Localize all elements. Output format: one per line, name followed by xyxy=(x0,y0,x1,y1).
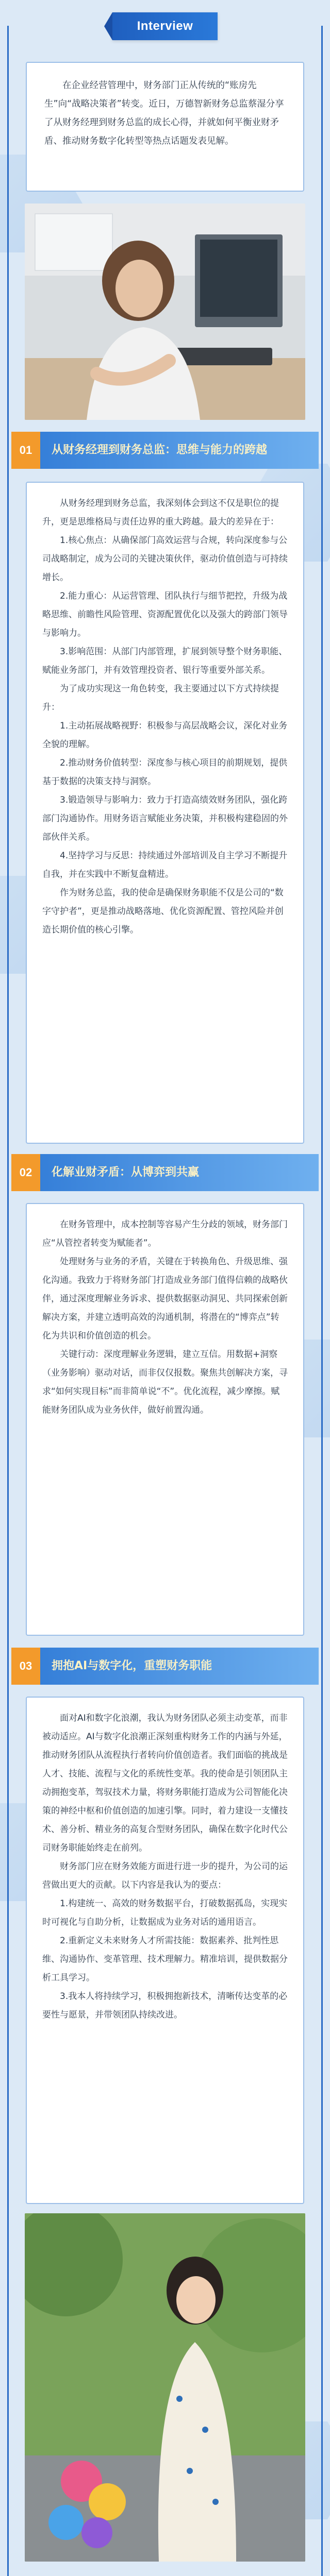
paragraph: 从财务经理到财务总监，我深刻体会到这不仅是职位的提升，更是思维格局与责任边界的重大跨越。最大的差异在于： xyxy=(42,498,279,527)
section-heading-2 xyxy=(11,1154,319,1191)
paragraph: 2.推动财务价值转型：深度参与核心项目的前期规划，提供基于数据的决策支持与洞察。 xyxy=(42,758,288,787)
office-photo-icon xyxy=(25,204,305,420)
section-title: 从财务经理到财务总监：思维与能力的跨越 xyxy=(52,444,268,456)
interview-tag: Interview xyxy=(112,12,218,40)
section-title: 化解业财矛盾：从博弈到共赢 xyxy=(52,1166,200,1179)
intro-text: 在企业经营管理中，财务部门正从传统的“账房先生”向“战略决策者”转变。近日，万德智新财务总监蔡湿分享了从财务经理到财务总监的成长心得，并就如何平衡业财矛盾、推动财务数字化转型等热点话题发表见解。 xyxy=(44,80,284,146)
frame-line-left xyxy=(7,26,9,2576)
section-3-card xyxy=(26,1697,304,2204)
paragraph: 2.重新定义未来财务人才所需技能：数据素养、批判性思维、沟通协作、变革管理、技术理解力。精准培训，提供数据分析工具学习。 xyxy=(42,1936,288,1983)
paragraph: 关键行动：深度理解业务逻辑，建立互信。用数据+洞察（业务影响）驱动对话，而非仅仅报数。聚焦共创解决方案，寻求“如何实现目标”而非简单说“不”。优化流程，减少摩擦。赋能财务团队成为业务伙伴，做好前置沟通。 xyxy=(42,1349,288,1415)
paragraph: 3.锻造领导与影响力：致力于打造高绩效财务团队，强化跨部门沟通协作。用财务语言赋能业务决策，并积极构建稳固的外部伙伴关系。 xyxy=(42,795,288,842)
paragraph: 在财务管理中，成本控制等容易产生分歧的领域，财务部门应“从管控者转变为赋能者”。 xyxy=(42,1219,288,1248)
paragraph: 作为财务总监，我的使命是确保财务职能不仅是公司的“数字守护者”，更是推动战略落地、优化资源配置、管控风险并创造长期价值的核心引擎。 xyxy=(42,888,284,935)
paragraph: 为了成功实现这一角色转变，我主要通过以下方式持续提升： xyxy=(42,684,279,713)
paragraph: 4.坚持学习与反思：持续通过外部培训及自主学习不断提升自我，并在实践中不断复盘精进。 xyxy=(42,851,288,879)
paragraph: 处理财务与业务的矛盾，关键在于转换角色、升级思维、强化沟通。我致力于将财务部门打造成业务部门值得信赖的战略伙伴，通过深度理解业务诉求、提供数据驱动洞见、共同探索创新解决方案，并建立透明高效的沟通机制，将潜在的“博弈点”转化为共识和价值创造的机会。 xyxy=(42,1257,288,1341)
section-title: 拥抱AI与数字化，重塑财务职能 xyxy=(52,1659,212,1672)
paragraph: 面对AI和数字化浪潮，我认为财务团队必须主动变革，而非被动适应。AI与数字化浪潮正深刻重构财务工作的内涵与外延，推动财务团队从流程执行者转向价值创造者。我们面临的挑战是人才、技能、流程与文化的系统性变革。我的使命是引领团队主动拥抱变革，驾驭技术力量，将财务职能打造成为公司智能化决策的神经中枢和价值创造的加速引擎。同时，着力建设一支懂技术、善分析、精业务的高复合型财务团队，确保在数字化时代公司财务职能始终走在前列。 xyxy=(42,1713,288,1853)
outdoor-photo-icon xyxy=(25,2213,305,2562)
paragraph: 2.能力重心：从运营管理、团队执行与细节把控，升级为战略思维、前瞻性风险管理、资源配置优化以及强大的跨部门领导与影响力。 xyxy=(42,591,288,638)
outdoor-photo xyxy=(25,2213,305,2562)
section-heading-3 xyxy=(11,1648,319,1685)
paragraph: 财务部门应在财务效能方面进行进一步的提升，为公司的运营做出更大的贡献。以下内容是我认为的要点： xyxy=(42,1861,288,1890)
paragraph: 1.构建统一、高效的财务数据平台，打破数据孤岛，实现实时可视化与自助分析，让数据成为业务对话的通用语言。 xyxy=(42,1899,288,1927)
section-number: 02 xyxy=(11,1154,40,1191)
intro-card xyxy=(26,62,304,192)
paragraph: 1.主动拓展战略视野：积极参与高层战略会议，深化对业务全貌的理解。 xyxy=(42,721,288,750)
section-2-card xyxy=(26,1203,304,1636)
office-photo xyxy=(25,204,305,420)
section-heading-1 xyxy=(11,432,319,469)
section-1-card xyxy=(26,482,304,1144)
paragraph: 3.我本人将持续学习，积极拥抱新技术，清晰传达变革的必要性与愿景，并带领团队持续改进。 xyxy=(42,1991,288,2020)
section-number: 01 xyxy=(11,432,40,469)
section-number: 03 xyxy=(11,1648,40,1685)
frame-line-right xyxy=(321,26,323,2576)
paragraph: 1.核心焦点：从确保部门高效运营与合规，转向深度参与公司战略制定，成为公司的关键决策伙伴，驱动价值创造与可持续增长。 xyxy=(42,535,288,583)
paragraph: 3.影响范围：从部门内部管理，扩展到领导整个财务职能、赋能业务部门，并有效管理投资者、银行等重要外部关系。 xyxy=(42,647,288,675)
